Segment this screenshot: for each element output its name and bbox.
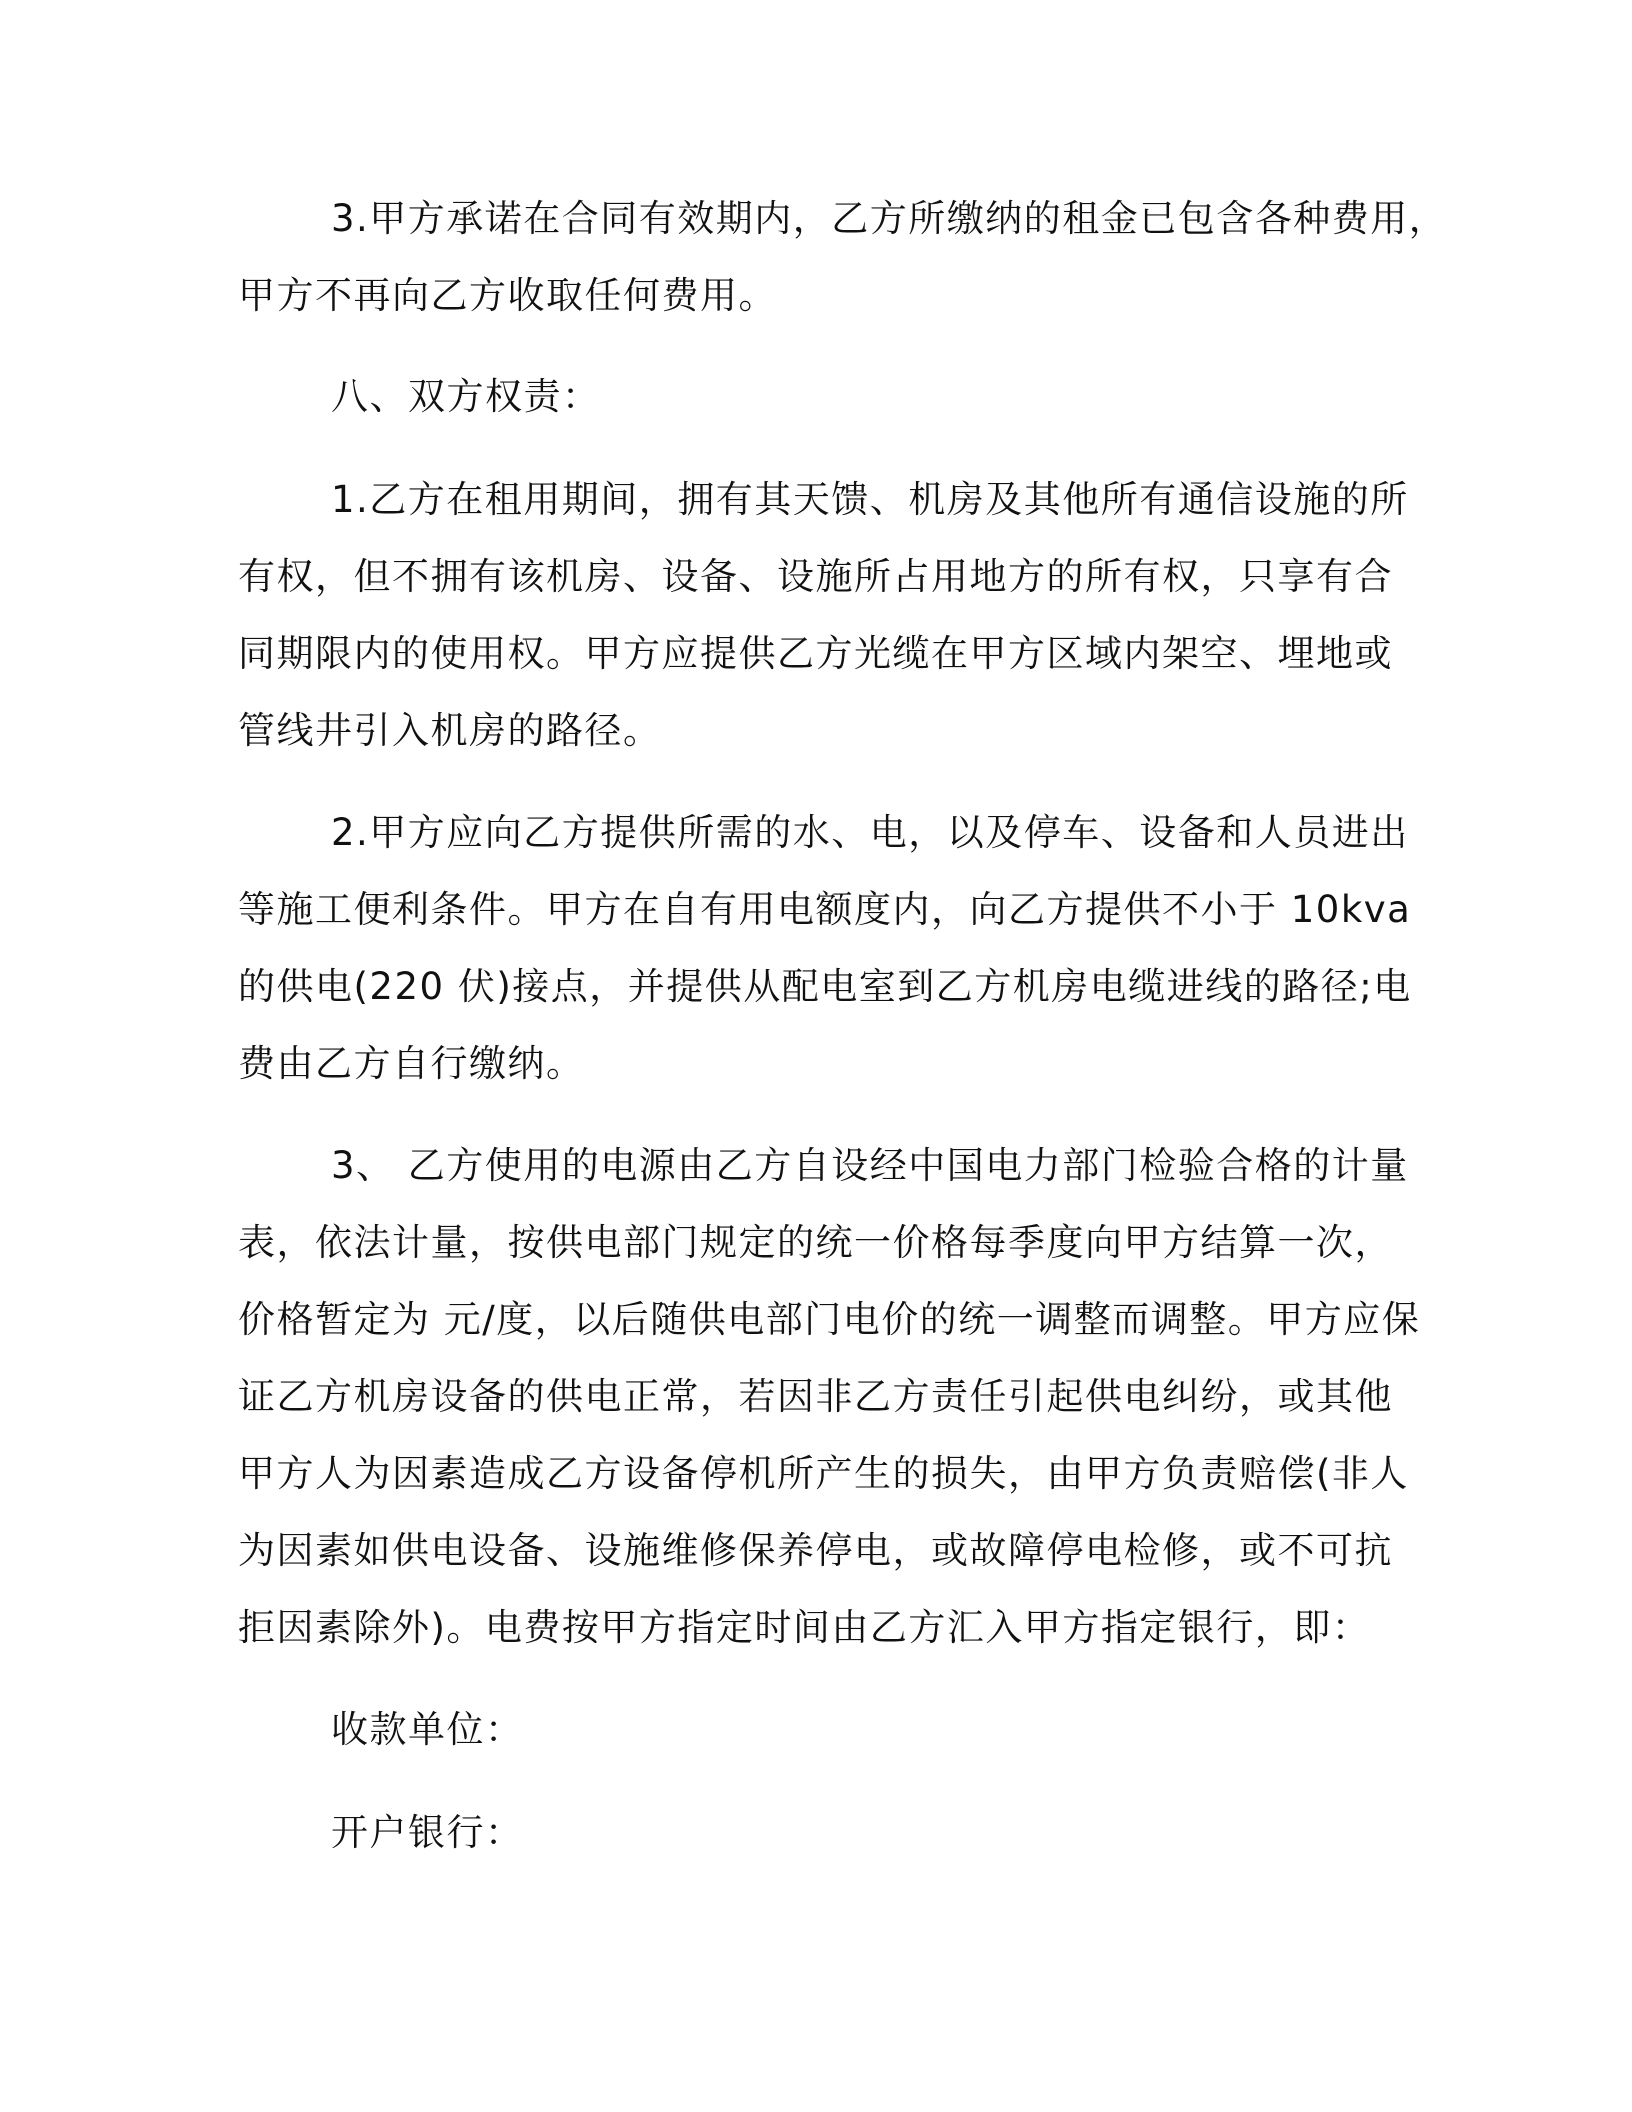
paragraph-2-line-4: 管线井引入机房的路径。 <box>238 709 662 752</box>
paragraph-4-line-1: 3、 乙方使用的电源由乙方自设经中国电力部门检验合格的计量 <box>331 1144 1409 1187</box>
paragraph-2-line-1: 1.乙方在租用期间，拥有其天馈、机房及其他所有通信设施的所 <box>331 478 1409 521</box>
bank-label: 开户银行： <box>331 1811 524 1854</box>
paragraph-3-line-3: 的供电(220 伏)接点，并提供从配电室到乙方机房电缆进线的路径;电 <box>238 965 1412 1008</box>
paragraph-3-line-4: 费由乙方自行缴纳。 <box>238 1042 585 1085</box>
paragraph-3-line-1: 2.甲方应向乙方提供所需的水、电，以及停车、设备和人员进出 <box>331 811 1409 854</box>
section-heading: 八、双方权责： <box>331 375 601 418</box>
paragraph-4-line-5: 甲方人为因素造成乙方设备停机所产生的损失，由甲方负责赔偿(非人 <box>238 1452 1409 1495</box>
paragraph-2-line-2: 有权，但不拥有该机房、设备、设施所占用地方的所有权，只享有合 <box>238 555 1393 598</box>
paragraph-4-line-2: 表，依法计量，按供电部门规定的统一价格每季度向甲方结算一次， <box>238 1221 1393 1264</box>
paragraph-2-line-3: 同期限内的使用权。甲方应提供乙方光缆在甲方区域内架空、埋地或 <box>238 632 1393 675</box>
paragraph-4-line-7: 拒因素除外)。电费按甲方指定时间由乙方汇入甲方指定银行，即： <box>238 1606 1371 1649</box>
payee-label: 收款单位： <box>331 1708 524 1751</box>
paragraph-1-line-1: 3.甲方承诺在合同有效期内，乙方所缴纳的租金已包含各种费用， <box>331 197 1448 240</box>
paragraph-4-line-4: 证乙方机房设备的供电正常，若因非乙方责任引起供电纠纷，或其他 <box>238 1375 1393 1418</box>
paragraph-4-line-6: 为因素如供电设备、设施维修保养停电，或故障停电检修，或不可抗 <box>238 1529 1393 1572</box>
paragraph-3-line-2: 等施工便利条件。甲方在自有用电额度内，向乙方提供不小于 10kva <box>238 888 1412 931</box>
paragraph-4-line-3: 价格暂定为 元/度，以后随供电部门电价的统一调整而调整。甲方应保 <box>238 1298 1421 1341</box>
paragraph-1-line-2: 甲方不再向乙方收取任何费用。 <box>238 274 777 317</box>
